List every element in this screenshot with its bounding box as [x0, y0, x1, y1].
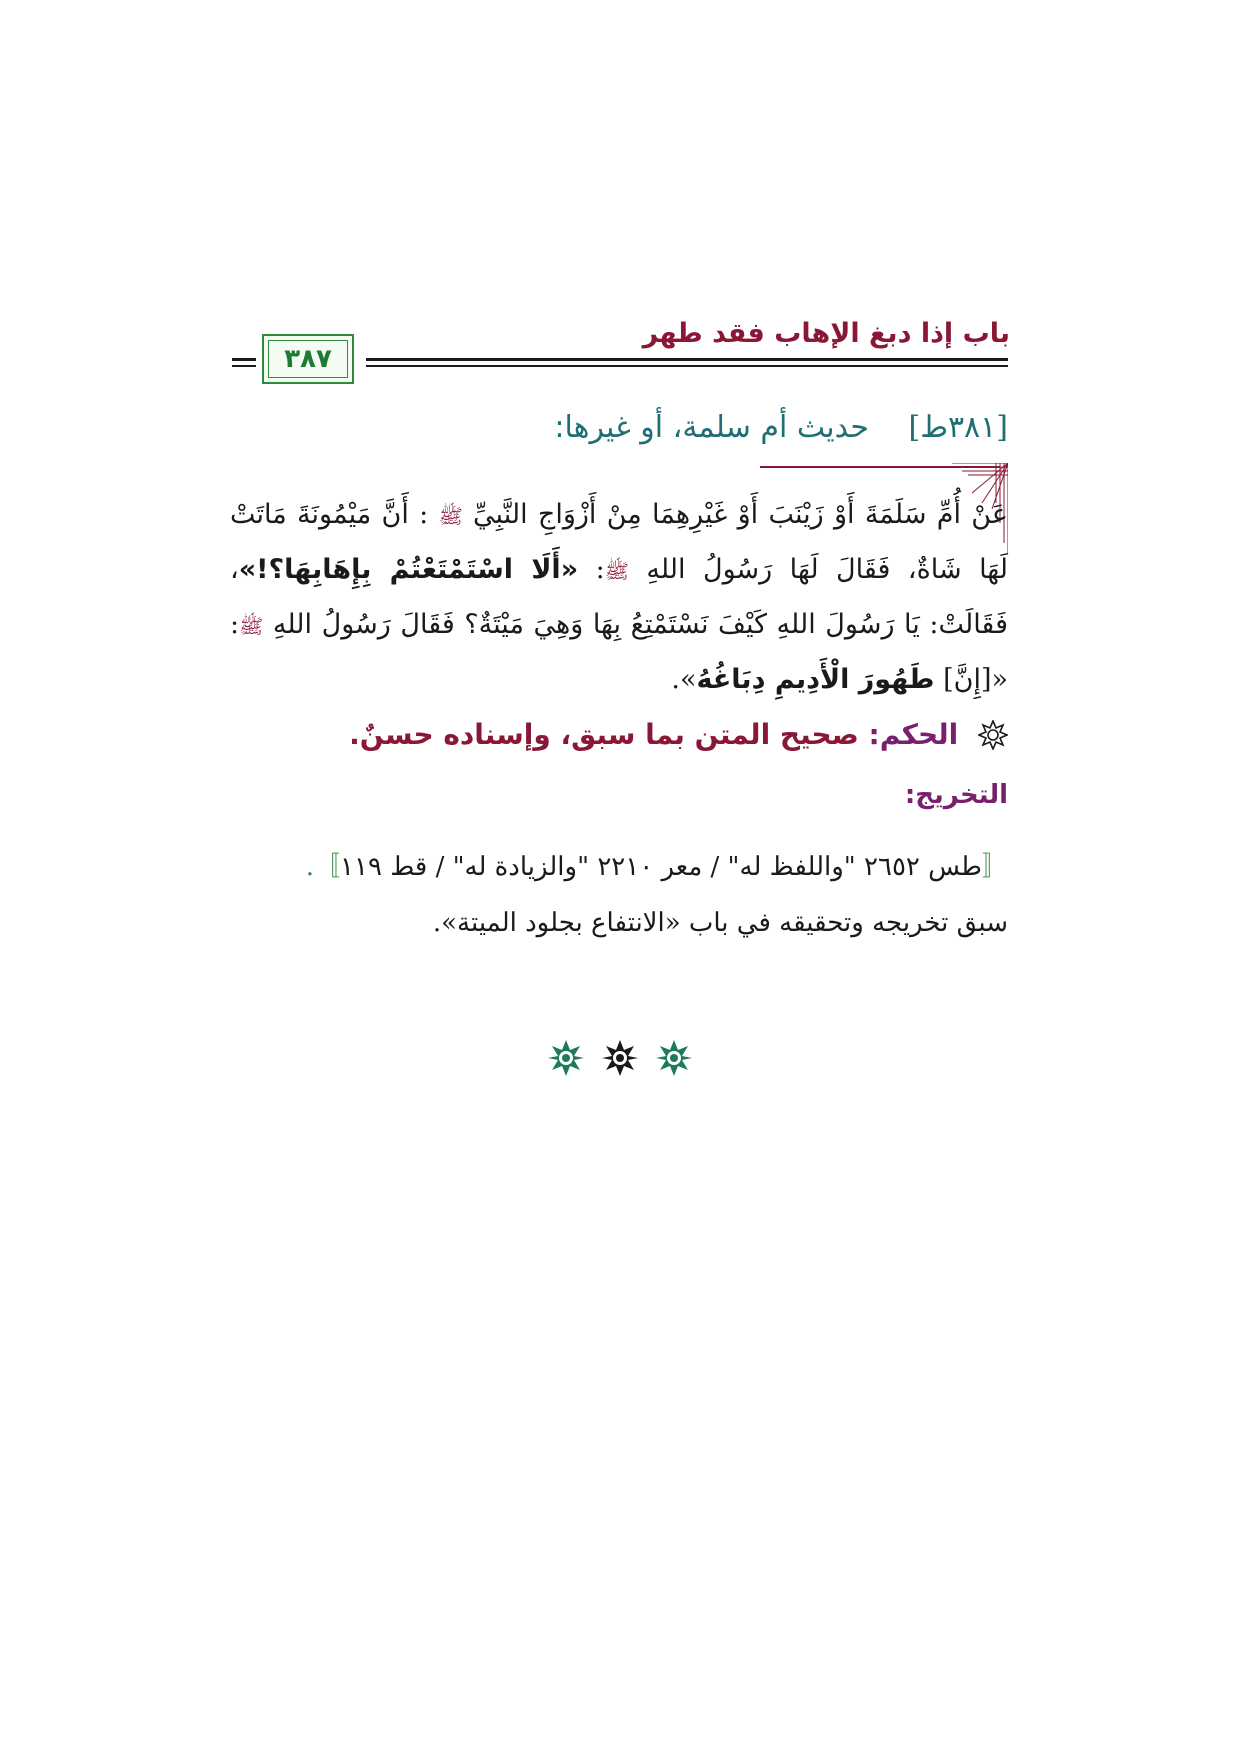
takhrij-label: التخريج: — [904, 780, 1008, 810]
takhrij-refs: طس ٢٦٥٢ "واللفظ له" / معر ٢٢١٠ "والزيادة له" / قط ١١٩ — [340, 852, 982, 882]
hadith-title: حديث أم سلمة، أو غيرها: — [554, 410, 869, 445]
hadith-quote2-close: ». — [671, 664, 697, 695]
rosette-icon — [978, 720, 1008, 750]
hadith-text — [230, 488, 1008, 706]
hadith-heading — [554, 410, 1008, 445]
takhrij-note: سبق تخريجه وتحقيقه في باب «الانتفاع بجلود الميتة». — [432, 908, 1008, 938]
header-rule-right-lower — [366, 365, 1008, 367]
flower-ornament-icon — [654, 1038, 694, 1078]
takhrij-references — [306, 846, 1008, 883]
ruling — [349, 718, 1008, 751]
header-rule-right — [366, 358, 1008, 361]
hadith-line2: ، فَقَالَتْ: يَا رَسُولَ اللهِ كَيْفَ نَسْتَمْتِعُ بِهَا وَهِيَ مَيْتَةٌ؟ فَقَالَ رَسُولُ اللهِ — [230, 554, 1008, 640]
page-number-badge — [262, 334, 354, 384]
chapter-title: باب إذا دبغ الإهاب فقد طهر — [642, 318, 1010, 349]
flower-ornament-icon — [546, 1038, 586, 1078]
header-rule-left-lower — [232, 365, 256, 367]
hadith-line1b: : أَنَّ مَيْمُونَةَ مَاتَتْ لَهَا شَاةٌ، فَقَالَ لَهَا رَسُولُ اللهِ — [230, 499, 1008, 585]
hadith-quote2: طَهُورَ الْأَدِيمِ دِبَاغُهُ — [696, 664, 935, 695]
salawat-icon: ﷺ — [239, 614, 264, 638]
end-ornament — [0, 1038, 1240, 1078]
salawat-icon: ﷺ — [438, 504, 463, 528]
hadith-colon: : — [595, 554, 605, 585]
hadith-quote2-open: «[إِنَّ] — [943, 664, 1008, 695]
bracket-close: 〛. — [305, 852, 341, 882]
ruling-label: الحكم: — [868, 718, 959, 751]
hadith-line1a: عَنْ أُمِّ سَلَمَةَ أَوْ زَيْنَبَ أَوْ غَيْرِهِمَا مِنْ أَزْوَاجِ النَّبِيِّ — [473, 499, 1008, 530]
header-rule-left — [232, 358, 256, 361]
hadith-colon: : — [230, 609, 240, 640]
bracket-open: 〚 — [981, 852, 1008, 882]
ruling-text: صحيح المتن بما سبق، وإسناده حسنٌ. — [349, 718, 859, 751]
hadith-quote1: «أَلَا اسْتَمْتَعْتُمْ بِإِهَابِهَا؟!» — [238, 554, 579, 585]
heading-divider — [760, 466, 1000, 468]
flower-ornament-icon — [600, 1038, 640, 1078]
page-number: ٣٨٧ — [284, 344, 332, 374]
hadith-number: [٣٨١ط] — [908, 410, 1008, 445]
salawat-icon: ﷺ — [604, 559, 629, 583]
